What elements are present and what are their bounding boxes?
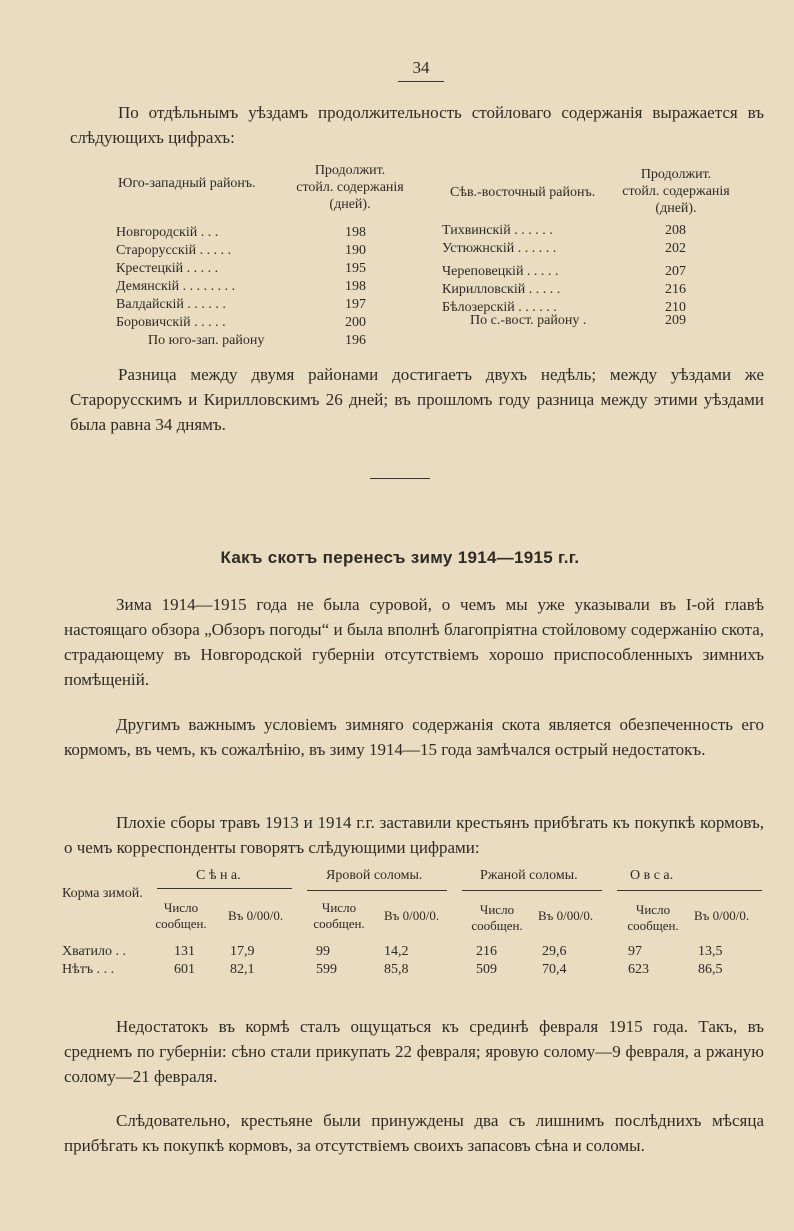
duration-days: 210 bbox=[665, 300, 686, 315]
paragraph-winter: Зима 1914—1915 года не была суровой, о чемъ мы уже указывали въ I-ой главѣ настоящаго обзора „Обзоръ погоды“ и была вполнѣ благопріятна стойловому содержанію скота, страдающему въ Новгородской губерніи отсутствіемъ хорошо приспособленныхъ зимнихъ помѣщеній. bbox=[64, 595, 764, 689]
paragraph-conclusion: Слѣдовательно, крестьяне были принуждены два съ лишнимъ послѣднихъ мѣсяца прибѣгать къ покупкѣ кормовъ, за отсутствіемъ своихъ запасовъ сѣна и соломы. bbox=[64, 1111, 764, 1155]
region-total-label: По юго-зап. району bbox=[148, 333, 265, 348]
district-name: Бѣлозерскій . . . . . . bbox=[442, 300, 557, 315]
brace-oats bbox=[617, 890, 762, 891]
right-row bbox=[442, 240, 696, 258]
left-row bbox=[116, 242, 376, 260]
duration-days: 198 bbox=[345, 279, 366, 294]
district-name: Крестецкій . . . . . bbox=[116, 261, 219, 276]
count-cell: 599 bbox=[316, 962, 337, 977]
count-cell: 509 bbox=[476, 962, 497, 977]
percent-cell: 14,2 bbox=[384, 944, 409, 959]
district-name: Тихвинскій . . . . . . bbox=[442, 223, 553, 238]
difference-paragraph: Разница между двумя районами достигаетъ двухъ недѣль; между уѣздами же Старорусскимъ и Кирилловскимъ 26 дней; въ прошломъ году разница между этими уѣздами была равна 34 днямъ. bbox=[70, 365, 764, 434]
duration-days: 202 bbox=[665, 241, 686, 256]
duration-days: 198 bbox=[345, 225, 366, 240]
district-name: Новгородскій . . . bbox=[116, 225, 219, 240]
paragraph-feed: Другимъ важнымъ условіемъ зимняго содержанія скота является обезпеченность его кормомъ, въ чемъ, къ сожалѣнію, въ зиму 1914—15 года замѣчался острый недостатокъ. bbox=[64, 715, 764, 759]
subhdr-count-hay: Число сообщен. bbox=[155, 900, 207, 931]
region-total-value: 209 bbox=[665, 313, 686, 328]
district-name: Череповецкій . . . . . bbox=[442, 264, 559, 279]
duration-days: 197 bbox=[345, 297, 366, 312]
subhdr-pct-spring: Въ 0/00/0. bbox=[384, 908, 440, 923]
left-region-header: Юго-западный районъ. bbox=[118, 176, 256, 191]
duration-days: 190 bbox=[345, 243, 366, 258]
row-label-not-enough: Нѣтъ . . . bbox=[62, 962, 115, 977]
brace-rye-straw bbox=[462, 890, 602, 891]
duration-days: 216 bbox=[665, 282, 686, 297]
duration-days: 200 bbox=[345, 315, 366, 330]
subhdr-pct-oats: Въ 0/00/0. bbox=[694, 908, 750, 923]
percent-cell: 17,9 bbox=[230, 944, 255, 959]
right-col-header: Продолжит. стойл. содержанія (дней). bbox=[622, 167, 730, 216]
intro-paragraph: По отдѣльнымъ уѣздамъ продолжительность стойловаго содержанія выражается въ слѣдующихъ цифрахъ: bbox=[70, 103, 764, 147]
region-total-label: По с.-вост. району . bbox=[470, 313, 587, 328]
district-name: Демянскій . . . . . . . . bbox=[116, 279, 236, 294]
percent-cell: 86,5 bbox=[698, 962, 723, 977]
left-row bbox=[116, 314, 376, 332]
paragraph-harvest: Плохіе сборы травъ 1913 и 1914 г.г. заставили крестьянъ прибѣгать къ покупкѣ кормовъ, о чемъ корреспонденты говорятъ слѣдующими цифрами: bbox=[64, 813, 764, 857]
district-name: Кирилловскій . . . . . bbox=[442, 282, 561, 297]
district-name: Старорусскій . . . . . bbox=[116, 243, 232, 258]
right-row bbox=[442, 222, 696, 240]
percent-cell: 82,1 bbox=[230, 962, 255, 977]
left-row bbox=[116, 224, 376, 242]
subhdr-count-spring: Число сообщен. bbox=[313, 900, 365, 931]
left-row bbox=[116, 296, 376, 314]
count-cell: 131 bbox=[174, 944, 195, 959]
right-region-header: Сѣв.-восточный районъ. bbox=[450, 185, 596, 200]
section-divider bbox=[370, 478, 430, 479]
percent-cell: 70,4 bbox=[542, 962, 567, 977]
left-col-header: Продолжит. стойл. содержанія (дней). bbox=[296, 163, 404, 212]
subhdr-pct-hay: Въ 0/00/0. bbox=[228, 908, 284, 923]
brace-spring-straw bbox=[307, 890, 447, 891]
district-name: Устюжнскій . . . . . . bbox=[442, 241, 557, 256]
group-hay: С ѣ н а. bbox=[196, 868, 241, 883]
duration-days: 195 bbox=[345, 261, 366, 276]
subhdr-count-oats: Число сообщен. bbox=[627, 902, 679, 933]
left-row bbox=[116, 278, 376, 296]
count-cell: 601 bbox=[174, 962, 195, 977]
right-row bbox=[442, 263, 696, 281]
page-number: 34 bbox=[412, 58, 430, 77]
group-spring-straw: Яровой соломы. bbox=[326, 868, 423, 883]
group-rye-straw: Ржаной соломы. bbox=[480, 868, 578, 883]
right-total-row bbox=[470, 312, 696, 330]
region-total-value: 196 bbox=[345, 333, 366, 348]
right-row bbox=[442, 281, 696, 299]
district-name: Боровичскій . . . . . bbox=[116, 315, 226, 330]
duration-days: 207 bbox=[665, 264, 686, 279]
group-oats: О в с а. bbox=[630, 868, 674, 883]
percent-cell: 29,6 bbox=[542, 944, 567, 959]
page-number-rule bbox=[398, 81, 444, 82]
brace-hay bbox=[157, 888, 292, 889]
duration-days: 208 bbox=[665, 223, 686, 238]
count-cell: 216 bbox=[476, 944, 497, 959]
section-heading: Какъ скотъ перенесъ зиму 1914—1915 г.г. bbox=[220, 548, 580, 567]
feed-table bbox=[62, 868, 772, 988]
percent-cell: 85,8 bbox=[384, 962, 409, 977]
count-cell: 623 bbox=[628, 962, 649, 977]
left-row bbox=[116, 260, 376, 278]
feed-table-row-header: Корма зимой. bbox=[62, 886, 143, 901]
paragraph-shortage: Недостатокъ въ кормѣ сталъ ощущаться къ срединѣ февраля 1915 года. Такъ, въ среднемъ по губерніи: сѣно стали прикупать 22 февраля; яровую солому—9 февраля, а ржаную солому—21 февраля. bbox=[64, 1017, 764, 1086]
subhdr-count-rye: Число сообщен. bbox=[471, 902, 523, 933]
percent-cell: 13,5 bbox=[698, 944, 723, 959]
district-name: Валдайскій . . . . . . bbox=[116, 297, 226, 312]
row-label-enough: Хватило . . bbox=[62, 944, 126, 959]
count-cell: 97 bbox=[628, 944, 642, 959]
subhdr-pct-rye: Въ 0/00/0. bbox=[538, 908, 594, 923]
count-cell: 99 bbox=[316, 944, 330, 959]
left-total-row bbox=[148, 332, 376, 350]
